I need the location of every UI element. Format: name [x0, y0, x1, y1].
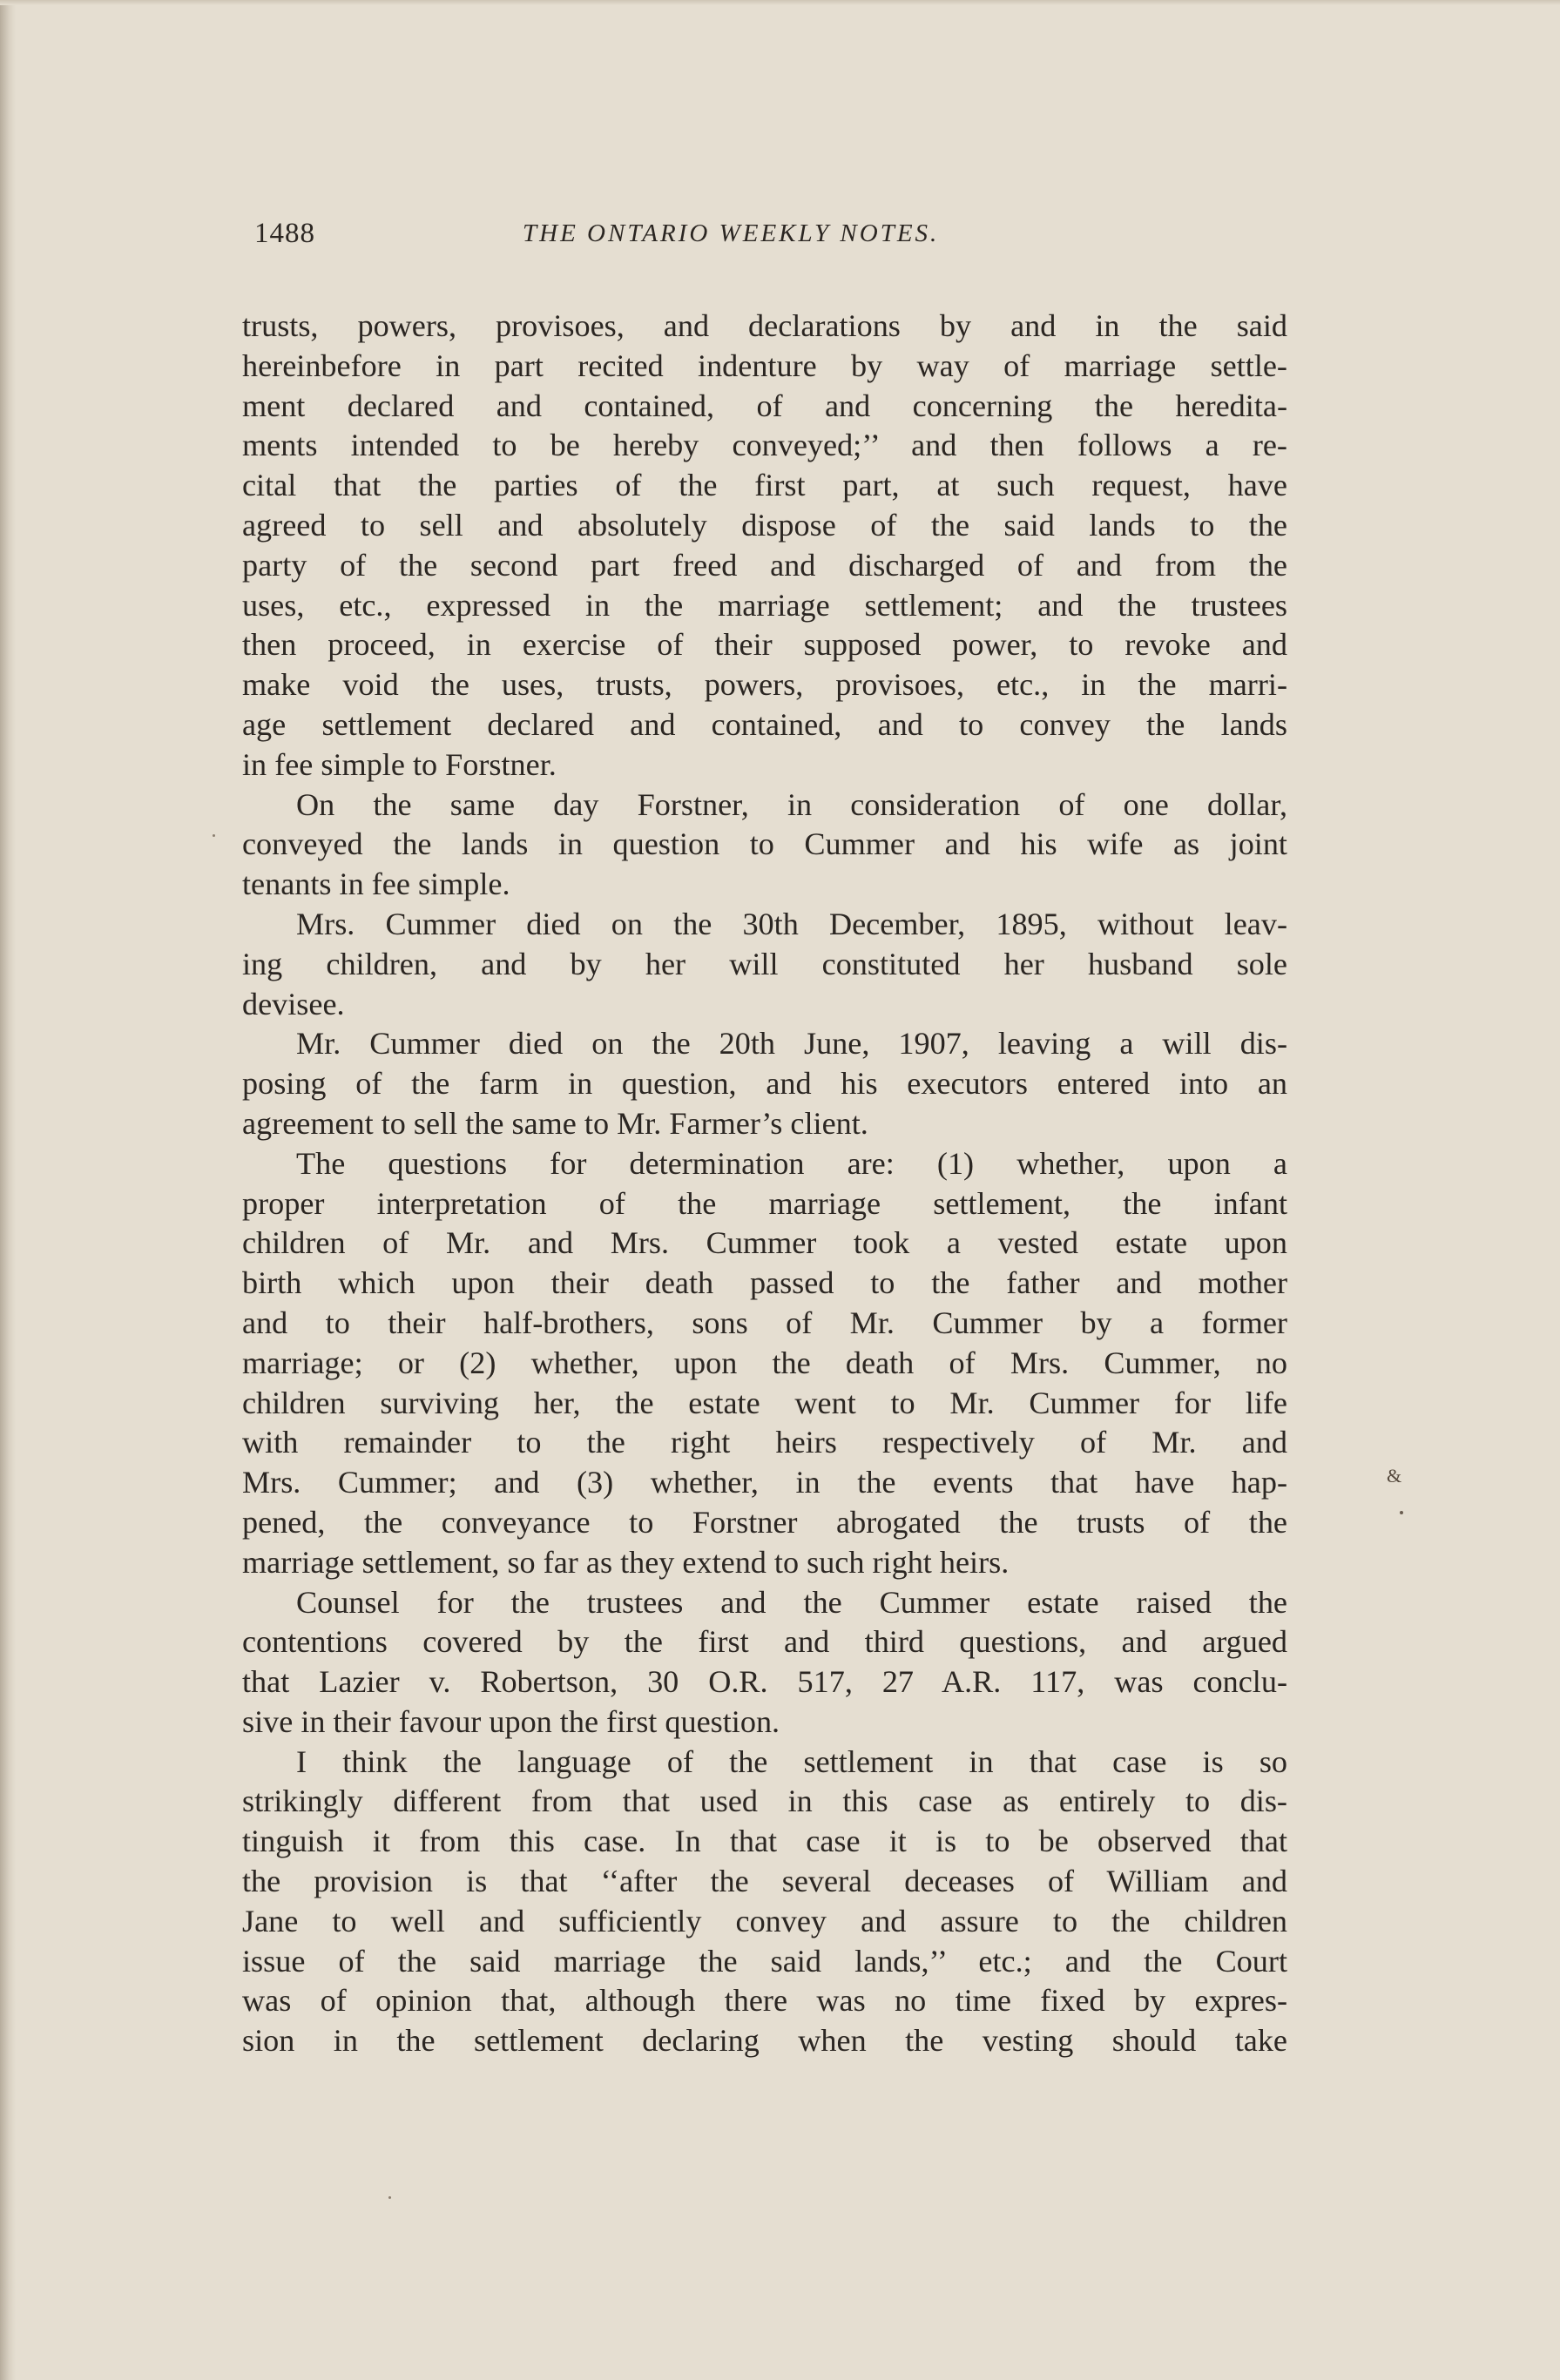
text-line: posing of the farm in question, and his executors entered into an	[242, 1066, 1287, 1102]
paragraph	[242, 905, 1287, 1024]
page-top-edge	[0, 0, 1560, 5]
text-line: pened, the conveyance to Forstner abrogated the trusts of the	[242, 1504, 1287, 1540]
text-line: in fee simple to Forstner.	[242, 746, 557, 782]
text-line: age settlement declared and contained, and to convey the lands	[242, 706, 1287, 742]
paper-speck	[388, 2196, 391, 2199]
text-line: Mrs. Cummer died on the 30th December, 1895, without leav-	[296, 906, 1287, 941]
paragraph	[242, 1743, 1287, 2061]
text-line: Jane to well and sufficiently convey and assure to the children	[242, 1903, 1287, 1938]
text-line: sive in their favour upon the first question.	[242, 1703, 780, 1739]
text-line: marriage settlement, so far as they extend to such right heirs.	[242, 1544, 1010, 1580]
text-line: tinguish it from this case. In that case it is to be observed that	[242, 1824, 1287, 1859]
body-text	[242, 307, 1287, 2061]
paper-speck	[213, 834, 215, 837]
text-line: strikingly different from that used in this case as entirely to dis-	[242, 1783, 1287, 1819]
text-line: marriage; or (2) whether, upon the death of Mrs. Cummer, no	[242, 1345, 1287, 1380]
paragraph	[242, 1583, 1287, 1743]
text-line: sion in the settlement declaring when the vesting should take	[242, 2023, 1287, 2059]
text-line: tenants in fee simple.	[242, 866, 510, 902]
text-line: children of Mr. and Mrs. Cummer took a vested estate upon	[242, 1225, 1287, 1261]
text-line: issue of the said marriage the said lands,’’ etc.; and the Court	[242, 1943, 1287, 1979]
text-line: ment declared and contained, of and concerning the heredita-	[242, 388, 1287, 423]
text-line: then proceed, in exercise of their supposed power, to revoke and	[242, 627, 1287, 663]
text-line: The questions for determination are: (1) whether, upon a	[296, 1145, 1287, 1181]
text-line: contentions covered by the first and third questions, and argued	[242, 1624, 1287, 1660]
text-line: I think the language of the settlement in that case is so	[296, 1743, 1287, 1779]
text-line: party of the second part freed and discharged of and from the	[242, 547, 1287, 583]
paragraph	[242, 1024, 1287, 1143]
page-binding-edge	[0, 0, 16, 2380]
text-line: devisee.	[242, 986, 345, 1021]
text-line: and to their half-brothers, sons of Mr. Cummer by a former	[242, 1305, 1287, 1340]
text-line: On the same day Forstner, in consideration of one dollar,	[296, 786, 1287, 822]
text-line: proper interpretation of the marriage settlement, the infant	[242, 1185, 1287, 1221]
text-line: Mrs. Cummer; and (3) whether, in the events that have hap-	[242, 1465, 1287, 1500]
paragraph	[242, 1144, 1287, 1583]
page-header	[254, 218, 1282, 253]
text-line: was of opinion that, although there was no time fixed by expres-	[242, 1983, 1287, 2019]
text-line: birth which upon their death passed to the father and mother	[242, 1265, 1287, 1301]
text-line: Mr. Cummer died on the 20th June, 1907, leaving a will dis-	[296, 1026, 1287, 1062]
running-title: THE ONTARIO WEEKLY NOTES.	[523, 219, 940, 247]
margin-mark: &	[1387, 1465, 1402, 1487]
text-line: ing children, and by her will constituted her husband sole	[242, 946, 1287, 981]
text-line: the provision is that ‘‘after the several deceases of William and	[242, 1864, 1287, 1899]
paragraph	[242, 307, 1287, 785]
text-line: trusts, powers, provisoes, and declarations by and in the said	[242, 308, 1287, 343]
page-number: 1488	[254, 218, 315, 249]
text-line: cital that the parties of the first part, at such request, have	[242, 468, 1287, 503]
text-line: agreed to sell and absolutely dispose of the said lands to the	[242, 507, 1287, 543]
text-line: that Lazier v. Robertson, 30 O.R. 517, 27 A.R. 117, was conclu-	[242, 1664, 1287, 1700]
text-line: make void the uses, trusts, powers, provisoes, etc., in the marri-	[242, 667, 1287, 703]
text-line: agreement to sell the same to Mr. Farmer’s client.	[242, 1105, 868, 1141]
text-line: with remainder to the right heirs respectively of Mr. and	[242, 1425, 1287, 1460]
text-line: Counsel for the trustees and the Cummer estate raised the	[296, 1584, 1287, 1620]
paragraph	[242, 785, 1287, 905]
text-line: hereinbefore in part recited indenture by way of marriage settle-	[242, 347, 1287, 383]
margin-dot	[1400, 1511, 1403, 1514]
text-line: uses, etc., expressed in the marriage settlement; and the trustees	[242, 587, 1287, 623]
text-line: conveyed the lands in question to Cummer and his wife as joint	[242, 826, 1287, 862]
text-line: children surviving her, the estate went to Mr. Cummer for life	[242, 1385, 1287, 1420]
text-line: ments intended to be hereby conveyed;’’ and then follows a re-	[242, 428, 1287, 463]
